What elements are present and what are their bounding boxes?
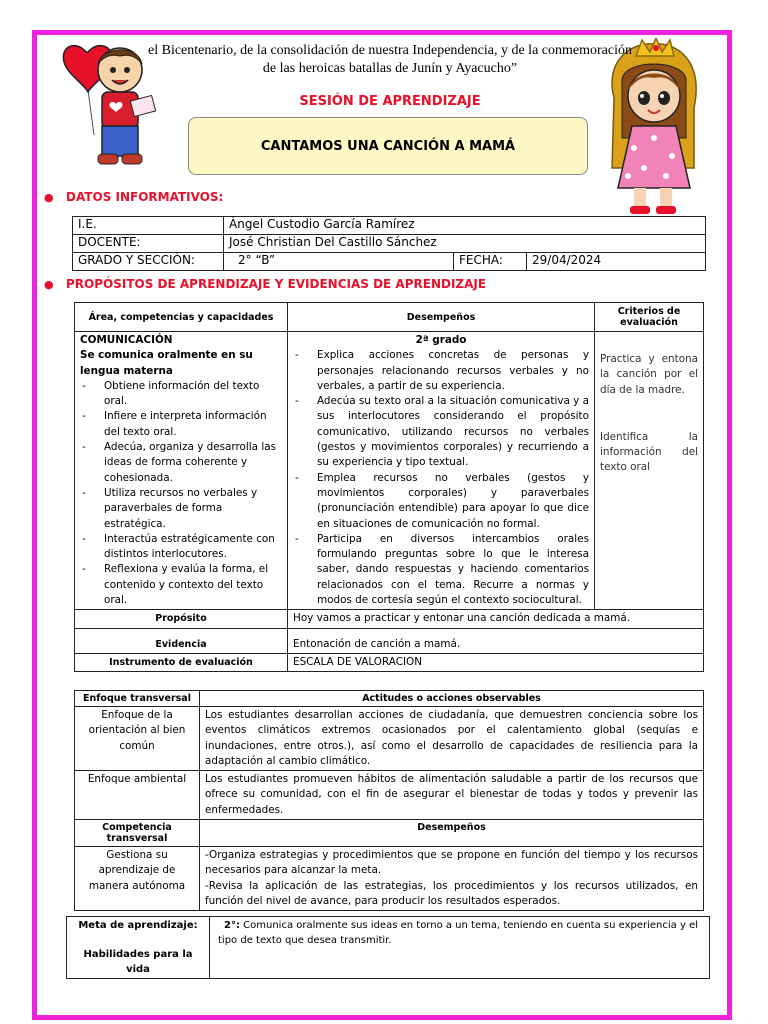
lesson-title-box [188,117,588,175]
propositos-table [74,302,704,672]
criterios-cell [595,332,704,610]
list-item: - Reflexiona y evalúa la forma, el contenido y contexto del texto oral. [80,562,282,608]
grado-label: 2ª grado [415,334,467,346]
table-row [73,217,706,235]
desempenos-list [293,348,589,608]
desempeno-b: -Revisa la aplicación de las estrategias, los procedimientos y los recursos utilizados, en función del nivel de avance, para producir los resultados esperados. [205,879,698,907]
lesson-title: CANTAMOS UNA CANCIÓN A MAMÁ [260,138,516,154]
list-item: - Emplea recursos no verbales (gestos y movimientos corporales) y paraverbales (pronunciación entendible) para apoyar lo que dice en situaciones de comunicación no formal. [293,471,589,532]
criterio-1: Practica y entona la canción por el día de la madre. [600,353,698,396]
col-actitudes: Actitudes o acciones observables [200,691,704,707]
col-criterios: Criterios de evaluación [595,303,704,332]
table-row [73,253,706,271]
habilidades-label: Habilidades para la vida [83,949,193,975]
desempenos-cell [288,332,595,610]
list-item: - Utiliza recursos no verbales y paraverbales de forma estratégica. [80,486,282,532]
list-item: - Adecúa su texto oral a la situación comunicativa y a sus interlocutores considerando el propósito comunicativo, utilizando recursos no verbales (gestos y movimientos corporales) y recurriendo a su experiencia y tipo textual. [293,394,589,470]
ie-label: I.E. [73,217,224,235]
datos-heading [44,190,223,204]
propositos-heading [44,277,486,291]
area-cell [75,332,288,610]
header-line-1: el Bicentenario, de la consolidación de nuestra Independencia, y de la conmemoración [148,43,632,58]
table-header-row [75,303,704,332]
table-header-row [75,691,704,707]
col-competencia: Competencia transversal [75,820,200,847]
table-row [75,771,704,820]
actitud-1: Los estudiantes desarrollan acciones de ciudadanía, que demuestren conciencia sobre los eventos climáticos extremos ocasionados por el calentamiento global (sequías e inundaciones, entre otros.), así como el desarrollo de capacidades de resiliencia para la adaptación al cambio climático. [200,707,704,771]
docente-value: José Christian Del Castillo Sánchez [224,235,706,253]
table-row [73,235,706,253]
list-item: - Infiere e interpreta información del texto oral. [80,409,282,440]
desempeno-a: -Organiza estrategias y procedimientos que se propone en función del tiempo y los recursos necesarios para alcanzar la meta. [205,849,698,877]
proposito-label: Propósito [75,610,288,628]
meta-label-cell [67,917,210,979]
list-item: - Adecúa, organiza y desarrolla las ideas de forma coherente y cohesionada. [80,440,282,486]
table-row [75,707,704,771]
spacer [600,398,698,430]
list-item: - Participa en diversos intercambios orales formulando preguntas sobre lo que le interesa saber, dando respuestas y haciendo comentarios relacionados con el tema. Recurre a normas y modos de cortesía según el contexto sociocultural. [293,532,589,608]
table-row [75,610,704,628]
table-header-row [75,820,704,847]
table-row [75,653,704,671]
competencia-name: Se comunica oralmente en su lengua materna [80,349,253,377]
list-item: - Obtiene información del texto oral. [80,379,282,410]
spacer [72,933,204,947]
col-desempenos-transversal: Desempeños [200,820,704,847]
col-desempenos: Desempeños [288,303,595,332]
fecha-label: FECHA: [454,253,527,271]
criterio-2: Identifica la información del texto oral [600,430,698,474]
fecha-value: 29/04/2024 [527,253,706,271]
table-row [75,332,704,610]
propositos-heading-text: PROPÓSITOS DE APRENDIZAJE Y EVIDENCIAS DE APRENDIZAJE [66,277,487,291]
bullet-icon: ● [44,278,54,291]
meta-grade: 2°: [224,920,240,931]
table-row [75,847,704,911]
meta-value-cell [210,917,710,979]
area-name: COMUNICACIÓN [80,334,173,346]
enfoque-2: Enfoque ambiental [75,771,200,820]
table-row [75,628,704,653]
datos-heading-text: DATOS INFORMATIVOS: [66,190,224,204]
proposito-value: Hoy vamos a practicar y entonar una canción dedicada a mamá. [288,610,704,628]
meta-label: Meta de aprendizaje: [78,920,198,931]
instrumento-label: Instrumento de evaluación [75,653,288,671]
list-item: - Interactúa estratégicamente con distintos interlocutores. [80,532,282,563]
evidencia-value: Entonación de canción a mamá. [288,628,704,653]
datos-table [72,216,706,271]
meta-value: Comunica oralmente sus ideas en torno a un tema, teniendo en cuenta su experiencia y el tipo de texto que desea transmitir. [218,920,698,946]
list-item: - Explica acciones concretas de personas y personajes relacionando recursos verbales y no verbales, a partir de su experiencia. [293,348,589,394]
evidencia-label: Evidencia [75,628,288,653]
bullet-icon: ● [44,191,54,204]
competencia-transversal: Gestiona su aprendizaje de manera autónoma [75,847,200,911]
header-line-2: de las heroicas batallas de Junín y Ayacucho” [262,61,518,76]
meta-table [66,916,710,979]
col-enfoque: Enfoque transversal [75,691,200,707]
session-title: SESIÓN DE APRENDIZAJE [299,94,481,109]
actitud-2: Los estudiantes promueven hábitos de alimentación saludable a partir de los recursos que ofrece su comunidad, con el fin de asegurar el bienestar de todas y todos y prevenir las enfermedades. [200,771,704,820]
grado-label: GRADO Y SECCIÓN: [73,253,224,271]
ie-value: Ángel Custodio García Ramírez [224,217,706,235]
desempenos-transversal [200,847,704,911]
transversal-table [74,690,704,911]
docente-label: DOCENTE: [73,235,224,253]
grado-value: 2° “B” [224,253,454,271]
enfoque-1: Enfoque de la orientación al bien común [75,707,200,771]
table-row [67,917,710,979]
col-area: Área, competencias y capacidades [75,303,288,332]
instrumento-value: ESCALA DE VALORACION [288,653,704,671]
capacidades-list [80,379,282,608]
